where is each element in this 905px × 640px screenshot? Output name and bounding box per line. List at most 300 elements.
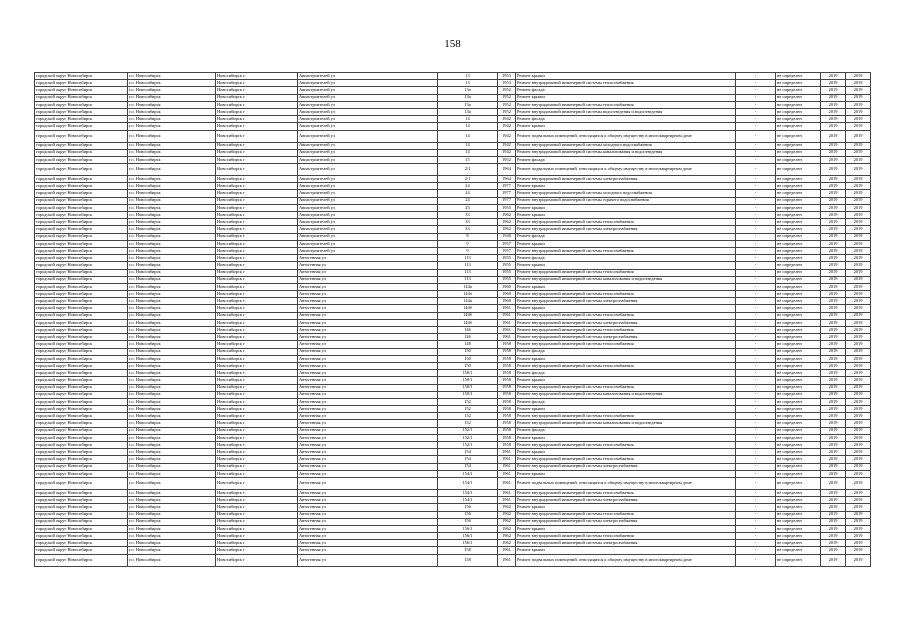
municipality-cell: городской округ Новосибирск	[35, 305, 128, 312]
dash-cell: -	[736, 183, 776, 190]
cost-status-cell: не определен	[776, 355, 821, 362]
house-number-cell: 144б	[438, 319, 498, 326]
house-number-cell: 13а	[438, 94, 498, 101]
year-from-cell: 2019	[821, 312, 846, 319]
city-cell: Новосибирск г	[216, 255, 298, 262]
table-row	[35, 525, 871, 532]
year-to-cell: 2019	[846, 197, 871, 204]
city-cell: Новосибирск г	[216, 183, 298, 190]
dash-cell: -	[736, 504, 776, 511]
work-type-cell: Ремонт крыши	[516, 240, 736, 247]
settlement-cell: г.о. Новосибирск	[128, 413, 216, 420]
year-to-cell: 2019	[846, 233, 871, 240]
year-from-cell: 2019	[821, 212, 846, 219]
year-from-cell: 2019	[821, 204, 846, 211]
work-type-cell: Ремонт внутридомовой инженерной системы электроснабжения	[516, 334, 736, 341]
year-from-cell: 2019	[821, 470, 846, 477]
city-cell: Новосибирск г	[216, 94, 298, 101]
municipality-cell: городской округ Новосибирск	[35, 101, 128, 108]
street-cell: Автогенная ул	[298, 298, 438, 305]
house-number-cell: 14	[438, 149, 498, 156]
year-from-cell: 2019	[821, 240, 846, 247]
build-year-cell: 1977	[498, 183, 516, 190]
year-from-cell: 2019	[821, 149, 846, 156]
table-row	[35, 87, 871, 94]
table-row	[35, 327, 871, 334]
house-number-cell: 150/1	[438, 377, 498, 384]
street-cell: Автогенная ул	[298, 406, 438, 413]
year-from-cell: 2019	[821, 123, 846, 130]
dash-cell: -	[736, 463, 776, 470]
street-cell: Автогенная ул	[298, 283, 438, 290]
table-row	[35, 276, 871, 283]
municipality-cell: городской округ Новосибирск	[35, 212, 128, 219]
house-number-cell: 14	[438, 116, 498, 123]
municipality-cell: городской округ Новосибирск	[35, 149, 128, 156]
cost-status-cell: не определен	[776, 427, 821, 434]
cost-status-cell: не определен	[776, 362, 821, 369]
settlement-cell: г.о. Новосибирск	[128, 406, 216, 413]
municipality-cell: городской округ Новосибирск	[35, 420, 128, 427]
cost-status-cell: не определен	[776, 497, 821, 504]
work-type-cell: Ремонт крыши	[516, 406, 736, 413]
year-from-cell: 2019	[821, 130, 846, 142]
house-number-cell: 2/1	[438, 164, 498, 176]
settlement-cell: г.о. Новосибирск	[128, 489, 216, 496]
year-from-cell: 2019	[821, 477, 846, 489]
city-cell: Новосибирск г	[216, 108, 298, 115]
city-cell: Новосибирск г	[216, 384, 298, 391]
year-from-cell: 2019	[821, 434, 846, 441]
house-number-cell: 14	[438, 130, 498, 142]
municipality-cell: городской округ Новосибирск	[35, 327, 128, 334]
dash-cell: -	[736, 319, 776, 326]
cost-status-cell: не определен	[776, 219, 821, 226]
year-from-cell: 2019	[821, 384, 846, 391]
year-to-cell: 2019	[846, 219, 871, 226]
work-type-cell: Ремонт внутридомовой инженерной системы электроснабжения	[516, 226, 736, 233]
build-year-cell: 1953	[498, 80, 516, 87]
municipality-cell: городской округ Новосибирск	[35, 384, 128, 391]
house-number-cell: 9	[438, 247, 498, 254]
settlement-cell: г.о. Новосибирск	[128, 262, 216, 269]
dash-cell: -	[736, 247, 776, 254]
settlement-cell: г.о. Новосибирск	[128, 116, 216, 123]
dash-cell: -	[736, 298, 776, 305]
dash-cell: -	[736, 262, 776, 269]
cost-status-cell: не определен	[776, 489, 821, 496]
table-row	[35, 142, 871, 149]
city-cell: Новосибирск г	[216, 434, 298, 441]
dash-cell: -	[736, 255, 776, 262]
dash-cell: -	[736, 305, 776, 312]
work-type-cell: Ремонт крыши	[516, 283, 736, 290]
repair-program-table	[34, 72, 871, 567]
work-type-cell: Ремонт внутридомовой инженерной системы канализования и водоотведения	[516, 420, 736, 427]
house-number-cell: 9	[438, 240, 498, 247]
dash-cell: -	[736, 511, 776, 518]
dash-cell: -	[736, 547, 776, 554]
work-type-cell: Ремонт подвальных помещений, относящихся к общему имуществу в многоквартирном доме	[516, 554, 736, 566]
year-from-cell: 2019	[821, 370, 846, 377]
municipality-cell: городской округ Новосибирск	[35, 226, 128, 233]
city-cell: Новосибирск г	[216, 73, 298, 80]
build-year-cell: 1961	[498, 547, 516, 554]
table-row	[35, 156, 871, 163]
city-cell: Новосибирск г	[216, 164, 298, 176]
year-to-cell: 2019	[846, 497, 871, 504]
house-number-cell: 156/1	[438, 525, 498, 532]
cost-status-cell: не определен	[776, 504, 821, 511]
city-cell: Новосибирск г	[216, 262, 298, 269]
cost-status-cell: не определен	[776, 164, 821, 176]
table-row	[35, 108, 871, 115]
year-from-cell: 2019	[821, 87, 846, 94]
settlement-cell: г.о. Новосибирск	[128, 149, 216, 156]
year-to-cell: 2019	[846, 504, 871, 511]
municipality-cell: городской округ Новосибирск	[35, 176, 128, 183]
dash-cell: -	[736, 240, 776, 247]
cost-status-cell: не определен	[776, 269, 821, 276]
cost-status-cell: не определен	[776, 262, 821, 269]
municipality-cell: городской округ Новосибирск	[35, 449, 128, 456]
house-number-cell: 144а	[438, 298, 498, 305]
work-type-cell: Ремонт фасада	[516, 116, 736, 123]
house-number-cell: 152/1	[438, 434, 498, 441]
build-year-cell: 1958	[498, 341, 516, 348]
house-number-cell: 158	[438, 554, 498, 566]
cost-status-cell: не определен	[776, 398, 821, 405]
table-row	[35, 262, 871, 269]
municipality-cell: городской округ Новосибирск	[35, 80, 128, 87]
street-cell: Автогенная ул	[298, 456, 438, 463]
year-to-cell: 2019	[846, 413, 871, 420]
settlement-cell: г.о. Новосибирск	[128, 226, 216, 233]
city-cell: Новосибирск г	[216, 463, 298, 470]
municipality-cell: городской округ Новосибирск	[35, 334, 128, 341]
street-cell: Автогенная ул	[298, 540, 438, 547]
table-row	[35, 212, 871, 219]
table-row	[35, 370, 871, 377]
city-cell: Новосибирск г	[216, 226, 298, 233]
city-cell: Новосибирск г	[216, 533, 298, 540]
year-to-cell: 2019	[846, 406, 871, 413]
municipality-cell: городской округ Новосибирск	[35, 108, 128, 115]
dash-cell: -	[736, 391, 776, 398]
year-from-cell: 2019	[821, 334, 846, 341]
house-number-cell: 152/1	[438, 427, 498, 434]
build-year-cell: 1961	[498, 305, 516, 312]
municipality-cell: городской округ Новосибирск	[35, 319, 128, 326]
settlement-cell: г.о. Новосибирск	[128, 434, 216, 441]
cost-status-cell: не определен	[776, 233, 821, 240]
city-cell: Новосибирск г	[216, 197, 298, 204]
municipality-cell: городской округ Новосибирск	[35, 518, 128, 525]
city-cell: Новосибирск г	[216, 204, 298, 211]
year-to-cell: 2019	[846, 319, 871, 326]
city-cell: Новосибирск г	[216, 554, 298, 566]
municipality-cell: городской округ Новосибирск	[35, 341, 128, 348]
work-type-cell: Ремонт крыши	[516, 504, 736, 511]
settlement-cell: г.о. Новосибирск	[128, 319, 216, 326]
cost-status-cell: не определен	[776, 377, 821, 384]
year-from-cell: 2019	[821, 420, 846, 427]
house-number-cell: 150	[438, 348, 498, 355]
settlement-cell: г.о. Новосибирск	[128, 341, 216, 348]
municipality-cell: городской округ Новосибирск	[35, 547, 128, 554]
street-cell: Автогенная ул	[298, 525, 438, 532]
build-year-cell: 1962	[498, 226, 516, 233]
table-row	[35, 449, 871, 456]
work-type-cell: Ремонт внутридомовой инженерной системы теплоснабжения	[516, 456, 736, 463]
table-row	[35, 319, 871, 326]
dash-cell: -	[736, 398, 776, 405]
work-type-cell: Ремонт крыши	[516, 183, 736, 190]
work-type-cell: Ремонт фасада	[516, 348, 736, 355]
house-number-cell: 24	[438, 183, 498, 190]
work-type-cell: Ремонт внутридомовой инженерной системы теплоснабжения	[516, 101, 736, 108]
year-to-cell: 2019	[846, 183, 871, 190]
work-type-cell: Ремонт внутридомовой инженерной системы горячего водоснабжения	[516, 197, 736, 204]
cost-status-cell: не определен	[776, 204, 821, 211]
year-to-cell: 2019	[846, 442, 871, 449]
work-type-cell: Ремонт крыши	[516, 547, 736, 554]
street-cell: Автогенная ул	[298, 276, 438, 283]
cost-status-cell: не определен	[776, 247, 821, 254]
year-from-cell: 2019	[821, 456, 846, 463]
cost-status-cell: не определен	[776, 518, 821, 525]
dash-cell: -	[736, 327, 776, 334]
table-row	[35, 183, 871, 190]
settlement-cell: г.о. Новосибирск	[128, 511, 216, 518]
dash-cell: -	[736, 377, 776, 384]
settlement-cell: г.о. Новосибирск	[128, 525, 216, 532]
house-number-cell: 148	[438, 341, 498, 348]
city-cell: Новосибирск г	[216, 80, 298, 87]
city-cell: Новосибирск г	[216, 420, 298, 427]
table-row	[35, 291, 871, 298]
year-to-cell: 2019	[846, 547, 871, 554]
settlement-cell: г.о. Новосибирск	[128, 547, 216, 554]
municipality-cell: городской округ Новосибирск	[35, 87, 128, 94]
table-row	[35, 355, 871, 362]
street-cell: Автогенная ул	[298, 463, 438, 470]
municipality-cell: городской округ Новосибирск	[35, 554, 128, 566]
year-to-cell: 2019	[846, 269, 871, 276]
table-row	[35, 190, 871, 197]
build-year-cell: 1962	[498, 525, 516, 532]
street-cell: Авиастроителей ул	[298, 87, 438, 94]
build-year-cell: 1952	[498, 87, 516, 94]
house-number-cell: 154	[438, 456, 498, 463]
settlement-cell: г.о. Новосибирск	[128, 197, 216, 204]
settlement-cell: г.о. Новосибирск	[128, 73, 216, 80]
dash-cell: -	[736, 212, 776, 219]
work-type-cell: Ремонт фасада	[516, 255, 736, 262]
year-to-cell: 2019	[846, 384, 871, 391]
year-from-cell: 2019	[821, 442, 846, 449]
house-number-cell: 144б	[438, 305, 498, 312]
city-cell: Новосибирск г	[216, 449, 298, 456]
cost-status-cell: не определен	[776, 334, 821, 341]
year-from-cell: 2019	[821, 164, 846, 176]
city-cell: Новосибирск г	[216, 504, 298, 511]
house-number-cell: 14	[438, 142, 498, 149]
table-row	[35, 255, 871, 262]
year-from-cell: 2019	[821, 497, 846, 504]
street-cell: Авиастроителей ул	[298, 226, 438, 233]
cost-status-cell: не определен	[776, 73, 821, 80]
work-type-cell: Ремонт фасада	[516, 398, 736, 405]
municipality-cell: городской округ Новосибирск	[35, 362, 128, 369]
city-cell: Новосибирск г	[216, 101, 298, 108]
street-cell: Авиастроителей ул	[298, 212, 438, 219]
city-cell: Новосибирск г	[216, 305, 298, 312]
build-year-cell: 1960	[498, 291, 516, 298]
dash-cell: -	[736, 348, 776, 355]
build-year-cell: 1955	[498, 276, 516, 283]
year-to-cell: 2019	[846, 212, 871, 219]
work-type-cell: Ремонт внутридомовой инженерной системы теплоснабжения	[516, 511, 736, 518]
build-year-cell: 1962	[498, 533, 516, 540]
city-cell: Новосибирск г	[216, 283, 298, 290]
municipality-cell: городской округ Новосибирск	[35, 391, 128, 398]
municipality-cell: городской округ Новосибирск	[35, 130, 128, 142]
work-type-cell: Ремонт подвальных помещений, относящихся к общему имуществу в многоквартирном доме	[516, 130, 736, 142]
year-from-cell: 2019	[821, 518, 846, 525]
build-year-cell: 1942	[498, 116, 516, 123]
settlement-cell: г.о. Новосибирск	[128, 377, 216, 384]
cost-status-cell: не определен	[776, 312, 821, 319]
house-number-cell: 154	[438, 463, 498, 470]
table-row	[35, 73, 871, 80]
work-type-cell: Ремонт внутридомовой инженерной системы теплоснабжения	[516, 413, 736, 420]
cost-status-cell: не определен	[776, 449, 821, 456]
city-cell: Новосибирск г	[216, 355, 298, 362]
house-number-cell: 24	[438, 197, 498, 204]
dash-cell: -	[736, 80, 776, 87]
house-number-cell: 156/1	[438, 540, 498, 547]
year-to-cell: 2019	[846, 348, 871, 355]
cost-status-cell: не определен	[776, 176, 821, 183]
street-cell: Авиастроителей ул	[298, 94, 438, 101]
build-year-cell: 1958	[498, 413, 516, 420]
city-cell: Новосибирск г	[216, 116, 298, 123]
street-cell: Автогенная ул	[298, 533, 438, 540]
year-to-cell: 2019	[846, 489, 871, 496]
dash-cell: -	[736, 434, 776, 441]
work-type-cell: Ремонт крыши	[516, 434, 736, 441]
year-to-cell: 2019	[846, 370, 871, 377]
municipality-cell: городской округ Новосибирск	[35, 312, 128, 319]
build-year-cell: 1957	[498, 247, 516, 254]
municipality-cell: городской округ Новосибирск	[35, 470, 128, 477]
year-to-cell: 2019	[846, 341, 871, 348]
street-cell: Автогенная ул	[298, 470, 438, 477]
year-from-cell: 2019	[821, 80, 846, 87]
municipality-cell: городской округ Новосибирск	[35, 370, 128, 377]
settlement-cell: г.о. Новосибирск	[128, 87, 216, 94]
house-number-cell: 154/1	[438, 489, 498, 496]
year-to-cell: 2019	[846, 470, 871, 477]
table-row	[35, 164, 871, 176]
house-number-cell: 150	[438, 355, 498, 362]
settlement-cell: г.о. Новосибирск	[128, 212, 216, 219]
dash-cell: -	[736, 420, 776, 427]
municipality-cell: городской округ Новосибирск	[35, 511, 128, 518]
municipality-cell: городской округ Новосибирск	[35, 197, 128, 204]
year-to-cell: 2019	[846, 226, 871, 233]
house-number-cell: 144а	[438, 283, 498, 290]
year-to-cell: 2019	[846, 247, 871, 254]
settlement-cell: г.о. Новосибирск	[128, 540, 216, 547]
build-year-cell: 1962	[498, 504, 516, 511]
table-row	[35, 497, 871, 504]
build-year-cell: 1952	[498, 94, 516, 101]
street-cell: Автогенная ул	[298, 319, 438, 326]
cost-status-cell: не определен	[776, 156, 821, 163]
street-cell: Авиастроителей ул	[298, 156, 438, 163]
house-number-cell: 146	[438, 334, 498, 341]
settlement-cell: г.о. Новосибирск	[128, 305, 216, 312]
settlement-cell: г.о. Новосибирск	[128, 384, 216, 391]
year-to-cell: 2019	[846, 398, 871, 405]
street-cell: Автогенная ул	[298, 497, 438, 504]
settlement-cell: г.о. Новосибирск	[128, 123, 216, 130]
street-cell: Автогенная ул	[298, 262, 438, 269]
table-row	[35, 533, 871, 540]
house-number-cell: 15	[438, 156, 498, 163]
year-to-cell: 2019	[846, 108, 871, 115]
build-year-cell: 1958	[498, 391, 516, 398]
cost-status-cell: не определен	[776, 384, 821, 391]
cost-status-cell: не определен	[776, 291, 821, 298]
city-cell: Новосибирск г	[216, 442, 298, 449]
build-year-cell: 1958	[498, 348, 516, 355]
street-cell: Авиастроителей ул	[298, 183, 438, 190]
year-to-cell: 2019	[846, 554, 871, 566]
settlement-cell: г.о. Новосибирск	[128, 142, 216, 149]
city-cell: Новосибирск г	[216, 406, 298, 413]
dash-cell: -	[736, 497, 776, 504]
work-type-cell: Ремонт внутридомовой инженерной системы электроснабжения	[516, 176, 736, 183]
table-row	[35, 269, 871, 276]
cost-status-cell: не определен	[776, 87, 821, 94]
settlement-cell: г.о. Новосибирск	[128, 130, 216, 142]
street-cell: Авиастроителей ул	[298, 176, 438, 183]
house-number-cell: 144а	[438, 291, 498, 298]
dash-cell: -	[736, 554, 776, 566]
dash-cell: -	[736, 190, 776, 197]
street-cell: Автогенная ул	[298, 398, 438, 405]
year-to-cell: 2019	[846, 80, 871, 87]
table-row	[35, 197, 871, 204]
table-row	[35, 504, 871, 511]
municipality-cell: городской округ Новосибирск	[35, 413, 128, 420]
settlement-cell: г.о. Новосибирск	[128, 101, 216, 108]
year-from-cell: 2019	[821, 406, 846, 413]
build-year-cell: 1960	[498, 283, 516, 290]
year-to-cell: 2019	[846, 94, 871, 101]
work-type-cell: Ремонт внутридомовой инженерной системы холодного водоснабжения	[516, 142, 736, 149]
build-year-cell: 1977	[498, 197, 516, 204]
year-from-cell: 2019	[821, 94, 846, 101]
table-row	[35, 463, 871, 470]
settlement-cell: г.о. Новосибирск	[128, 190, 216, 197]
street-cell: Автогенная ул	[298, 384, 438, 391]
build-year-cell: 1958	[498, 442, 516, 449]
table-row	[35, 406, 871, 413]
